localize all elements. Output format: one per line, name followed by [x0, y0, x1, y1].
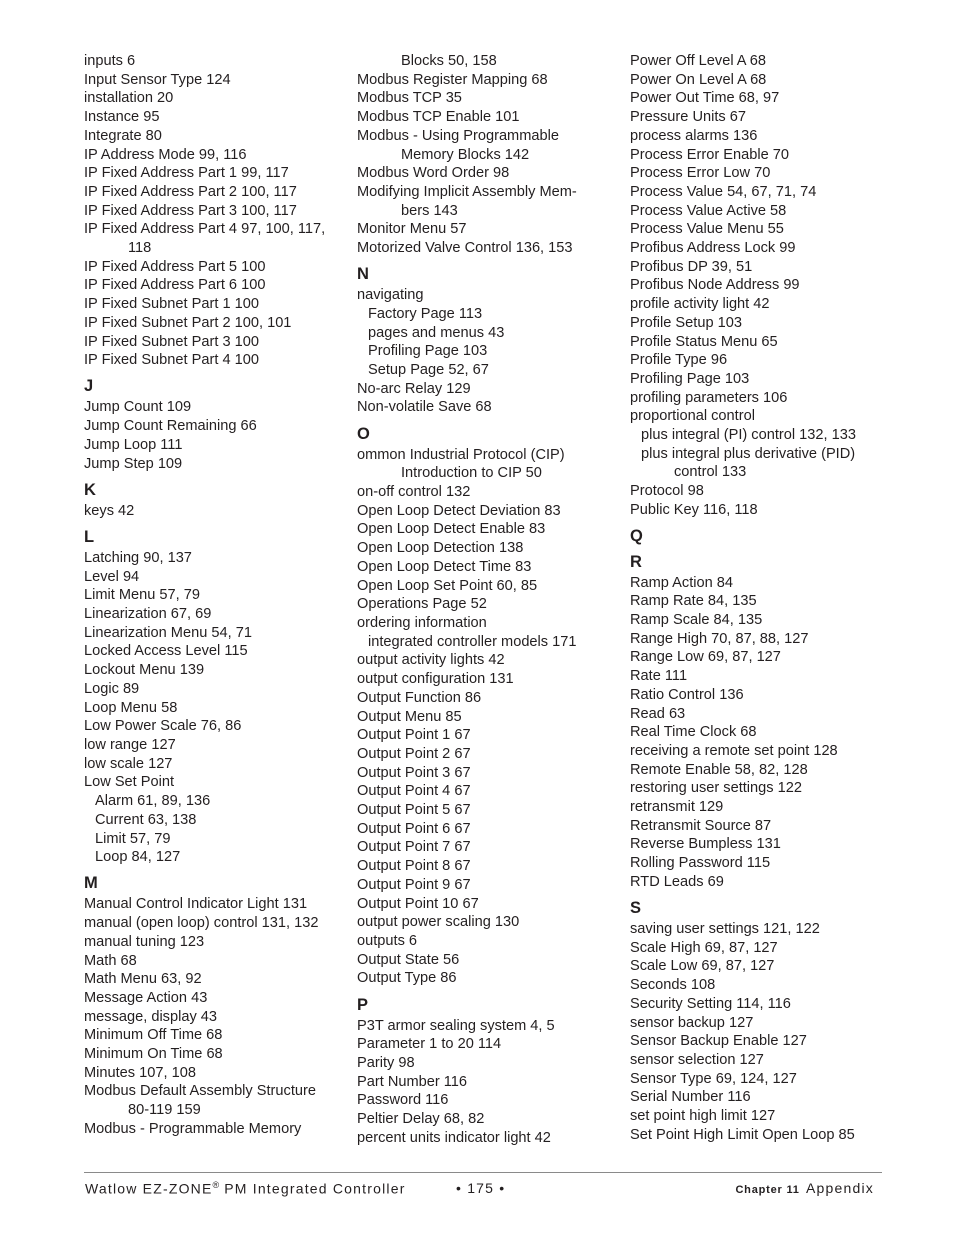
index-entry: Modbus TCP Enable 101 [357, 109, 520, 126]
index-entry: Minimum On Time 68 [84, 1046, 223, 1063]
index-entry: Low Power Scale 76, 86 [84, 718, 242, 735]
index-entry: Motorized Valve Control 136, 153 [357, 240, 573, 257]
index-entry: Process Error Enable 70 [630, 146, 789, 163]
index-entry: on-off control 132 [357, 484, 471, 501]
index-entry-continuation: Memory Blocks 142 [401, 146, 530, 163]
index-entry: Password 116 [357, 1092, 449, 1109]
index-entry: Output Menu 85 [357, 708, 462, 725]
index-entry: Output Point 3 67 [357, 764, 471, 781]
index-letter-heading: K [84, 480, 96, 499]
index-entry: Sensor Type 69, 124, 127 [630, 1070, 797, 1087]
index-entry: IP Fixed Address Part 2 100, 117 [84, 183, 297, 200]
index-entry: Monitor Menu 57 [357, 221, 467, 238]
index-entry: Non-volatile Save 68 [357, 399, 492, 416]
index-entry: Output Point 4 67 [357, 783, 471, 800]
index-entry: Reverse Bumpless 131 [630, 836, 781, 853]
index-entry: Open Loop Set Point 60, 85 [357, 577, 538, 594]
index-entry: Modifying Implicit Assembly Mem- [357, 183, 577, 200]
index-entry: Latching 90, 137 [84, 549, 192, 566]
index-entry: Modbus Register Mapping 68 [357, 71, 548, 88]
index-entry: Modbus - Using Programmable [357, 127, 559, 144]
index-entry: Jump Step 109 [84, 455, 183, 472]
index-entry: installation 20 [84, 90, 174, 107]
index-entry-continuation: bers 143 [401, 202, 458, 219]
index-entry: Limit Menu 57, 79 [84, 587, 201, 604]
section-name: Appendix [806, 1180, 874, 1196]
index-entry: Sensor Backup Enable 127 [630, 1033, 807, 1050]
index-entry: Process Value Menu 55 [630, 221, 784, 238]
index-entry: Jump Count 109 [84, 399, 192, 416]
index-entry: Set Point High Limit Open Loop 85 [630, 1126, 855, 1143]
index-entry: Output Point 1 67 [357, 727, 471, 744]
index-entry: Ramp Scale 84, 135 [630, 611, 763, 628]
index-subentry: integrated controller models 171 [368, 633, 577, 650]
index-entry: Open Loop Detect Enable 83 [357, 521, 546, 538]
index-entry: message, display 43 [84, 1008, 218, 1025]
index-entry: Peltier Delay 68, 82 [357, 1111, 485, 1128]
index-entry: Integrate 80 [84, 127, 162, 144]
index-entry: Ramp Rate 84, 135 [630, 593, 757, 610]
index-entry: IP Fixed Address Part 3 100, 117 [84, 202, 297, 219]
index-entry: Output Point 5 67 [357, 802, 471, 819]
index-entry: IP Fixed Address Part 1 99, 117 [84, 165, 289, 182]
index-entry: proportional control [630, 408, 755, 425]
index-entry: Profile Type 96 [630, 352, 728, 369]
index-letter-heading: O [357, 424, 370, 443]
index-entry: RTD Leads 69 [630, 873, 724, 890]
index-entry: Modbus Word Order 98 [357, 165, 510, 182]
index-entry: output activity lights 42 [357, 652, 505, 669]
index-entry: Profile Setup 103 [630, 314, 742, 331]
index-entry: ommon Industrial Protocol (CIP) [357, 446, 565, 463]
index-letter-heading: M [84, 874, 98, 893]
index-column-1 [84, 52, 346, 1139]
page-footer [84, 1180, 874, 1200]
index-entry: Profibus Node Address 99 [630, 277, 800, 294]
index-letter-heading: J [84, 377, 94, 396]
index-entry: Instance 95 [84, 109, 160, 126]
index-entry: P3T armor sealing system 4, 5 [357, 1017, 555, 1034]
index-subentry: Alarm 61, 89, 136 [95, 793, 211, 810]
index-entry: Pressure Units 67 [630, 109, 746, 126]
index-entry: restoring user settings 122 [630, 780, 802, 797]
index-entry: Input Sensor Type 124 [84, 71, 231, 88]
index-entry: Linearization 67, 69 [84, 606, 212, 623]
index-entry: IP Fixed Address Part 5 100 [84, 258, 266, 275]
footer-divider [84, 1172, 882, 1173]
index-entry: Profibus DP 39, 51 [630, 258, 753, 275]
index-entry: Ramp Action 84 [630, 574, 734, 591]
index-letter-heading: R [630, 552, 642, 571]
index-entry: Public Key 116, 118 [630, 501, 758, 518]
index-entry: Output Point 9 67 [357, 876, 471, 893]
index-entry: IP Fixed Subnet Part 2 100, 101 [84, 314, 292, 331]
index-entry: output power scaling 130 [357, 914, 520, 931]
index-subentry: Loop 84, 127 [95, 849, 181, 866]
index-entry: Message Action 43 [84, 989, 208, 1006]
index-entry: set point high limit 127 [630, 1108, 776, 1125]
index-entry: IP Fixed Subnet Part 4 100 [84, 352, 259, 369]
index-entry: Locked Access Level 115 [84, 643, 248, 660]
index-entry: ordering information [357, 614, 487, 631]
index-entry: Range Low 69, 87, 127 [630, 649, 781, 666]
index-entry: Output Function 86 [357, 689, 482, 706]
index-entry: Rolling Password 115 [630, 855, 771, 872]
index-entry: Protocol 98 [630, 483, 704, 500]
index-entry: Power Off Level A 68 [630, 53, 767, 69]
index-entry: Output Point 10 67 [357, 895, 479, 912]
index-entry: Linearization Menu 54, 71 [84, 624, 252, 641]
index-entry: Power Out Time 68, 97 [630, 90, 780, 107]
index-entry-continuation: 118 [128, 240, 152, 257]
footer-title [85, 1180, 406, 1197]
index-entry: sensor backup 127 [630, 1014, 754, 1031]
index-entry: retransmit 129 [630, 799, 724, 816]
index-entry: Real Time Clock 68 [630, 724, 757, 741]
index-subentry: Current 63, 138 [95, 811, 197, 828]
index-entry: Parameter 1 to 20 114 [357, 1036, 502, 1053]
index-letter-heading: S [630, 899, 642, 918]
index-letter-heading: L [84, 527, 95, 546]
index-entry: IP Address Mode 99, 116 [84, 146, 247, 163]
index-entry: Scale High 69, 87, 127 [630, 939, 778, 956]
footer-product-suffix: PM Integrated Controller [219, 1180, 406, 1197]
index-entry-continuation: Blocks 50, 158 [401, 53, 497, 69]
index-entry: Jump Count Remaining 66 [84, 418, 257, 435]
index-entry: Security Setting 114, 116 [630, 995, 791, 1012]
registered-mark: ® [212, 1180, 220, 1190]
index-entry: Part Number 116 [357, 1073, 468, 1090]
index-letter-heading: P [357, 995, 369, 1014]
index-entry: manual tuning 123 [84, 933, 205, 950]
index-entry: IP Fixed Subnet Part 3 100 [84, 333, 259, 350]
index-entry: navigating [357, 287, 424, 304]
index-entry: Process Value Active 58 [630, 202, 787, 219]
index-entry: output configuration 131 [357, 671, 514, 688]
index-entry: receiving a remote set point 128 [630, 742, 838, 759]
index-entry: profile activity light 42 [630, 296, 770, 313]
index-entry: low scale 127 [84, 755, 173, 772]
index-entry: percent units indicator light 42 [357, 1129, 551, 1146]
index-entry: Range High 70, 87, 88, 127 [630, 630, 809, 647]
index-entry: inputs 6 [84, 53, 136, 69]
index-entry: IP Fixed Address Part 6 100 [84, 277, 266, 294]
index-entry: Serial Number 116 [630, 1089, 751, 1106]
index-entry: Remote Enable 58, 82, 128 [630, 761, 808, 778]
index-entry: Process Error Low 70 [630, 165, 771, 182]
index-entry: Loop Menu 58 [84, 699, 178, 716]
index-column-2 [357, 52, 619, 1147]
index-entry: Level 94 [84, 568, 140, 585]
index-entry: Low Set Point [84, 774, 175, 791]
index-letter-heading: Q [630, 527, 643, 546]
index-entry: Profibus Address Lock 99 [630, 240, 796, 257]
index-entry: Output Point 8 67 [357, 858, 471, 875]
index-subentry: Factory Page 113 [368, 305, 483, 322]
index-entry: Modbus TCP 35 [357, 90, 462, 107]
index-entry: low range 127 [84, 737, 176, 753]
index-entry: Parity 98 [357, 1054, 415, 1071]
index-entry-continuation: control 133 [674, 464, 747, 481]
index-entry: Profile Status Menu 65 [630, 333, 778, 350]
index-entry: Math 68 [84, 952, 137, 969]
index-entry: Rate 111 [630, 668, 688, 685]
index-subentry: plus integral plus derivative (PID) [641, 445, 856, 462]
index-entry: Read 63 [630, 705, 686, 722]
index-entry: Retransmit Source 87 [630, 817, 772, 834]
index-entry: Power On Level A 68 [630, 71, 767, 88]
index-entry: sensor selection 127 [630, 1051, 764, 1068]
footer-product: Watlow EZ-ZONE [85, 1180, 213, 1197]
index-entry: Ratio Control 136 [630, 686, 744, 703]
index-entry: Open Loop Detect Time 83 [357, 558, 532, 575]
index-entry: outputs 6 [357, 932, 418, 949]
index-entry: process alarms 136 [630, 127, 758, 144]
index-entry: Jump Loop 111 [84, 436, 183, 453]
index-letter-heading: N [357, 265, 369, 284]
index-entry: Lockout Menu 139 [84, 662, 205, 679]
index-entry: Modbus Default Assembly Structure [84, 1083, 316, 1100]
index-entry: keys 42 [84, 502, 135, 519]
index-entry: saving user settings 121, 122 [630, 921, 820, 938]
index-entry: Profiling Page 103 [630, 370, 750, 387]
index-entry: Minutes 107, 108 [84, 1064, 196, 1081]
chapter-label: Chapter 11 [735, 1184, 800, 1196]
index-entry: Output Point 6 67 [357, 820, 471, 837]
index-entry: profiling parameters 106 [630, 389, 788, 406]
index-subentry: Setup Page 52, 67 [368, 362, 489, 379]
index-entry: Output Point 7 67 [357, 839, 471, 856]
index-entry: IP Fixed Address Part 4 97, 100, 117, [84, 221, 326, 238]
index-subentry: Limit 57, 79 [95, 830, 171, 847]
page-number: • 175 • [456, 1180, 506, 1196]
index-entry: Manual Control Indicator Light 131 [84, 896, 308, 913]
index-entry-continuation: Introduction to CIP 50 [401, 465, 542, 482]
footer-chapter [735, 1180, 874, 1196]
index-entry: Process Value 54, 67, 71, 74 [630, 183, 817, 200]
index-entry: No-arc Relay 129 [357, 380, 471, 397]
index-entry: Modbus - Programmable Memory [84, 1120, 302, 1137]
index-entry: Operations Page 52 [357, 596, 487, 613]
index-entry: Minimum Off Time 68 [84, 1027, 223, 1044]
index-entry: Open Loop Detection 138 [357, 540, 524, 557]
index-subentry: pages and menus 43 [368, 324, 505, 341]
index-entry: Seconds 108 [630, 977, 716, 994]
index-entry: Output Type 86 [357, 970, 457, 987]
index-entry: Math Menu 63, 92 [84, 971, 202, 988]
index-subentry: plus integral (PI) control 132, 133 [641, 427, 856, 444]
index-entry: Output Point 2 67 [357, 745, 471, 762]
index-column-3 [630, 52, 892, 1144]
index-entry: IP Fixed Subnet Part 1 100 [84, 296, 259, 313]
index-entry: Logic 89 [84, 680, 140, 697]
index-subentry: Profiling Page 103 [368, 343, 488, 360]
index-entry: manual (open loop) control 131, 132 [84, 915, 319, 932]
index-entry: Scale Low 69, 87, 127 [630, 958, 775, 975]
index-entry-continuation: 80-119 159 [128, 1102, 201, 1119]
index-entry: Output State 56 [357, 951, 460, 968]
index-entry: Open Loop Detect Deviation 83 [357, 502, 561, 519]
